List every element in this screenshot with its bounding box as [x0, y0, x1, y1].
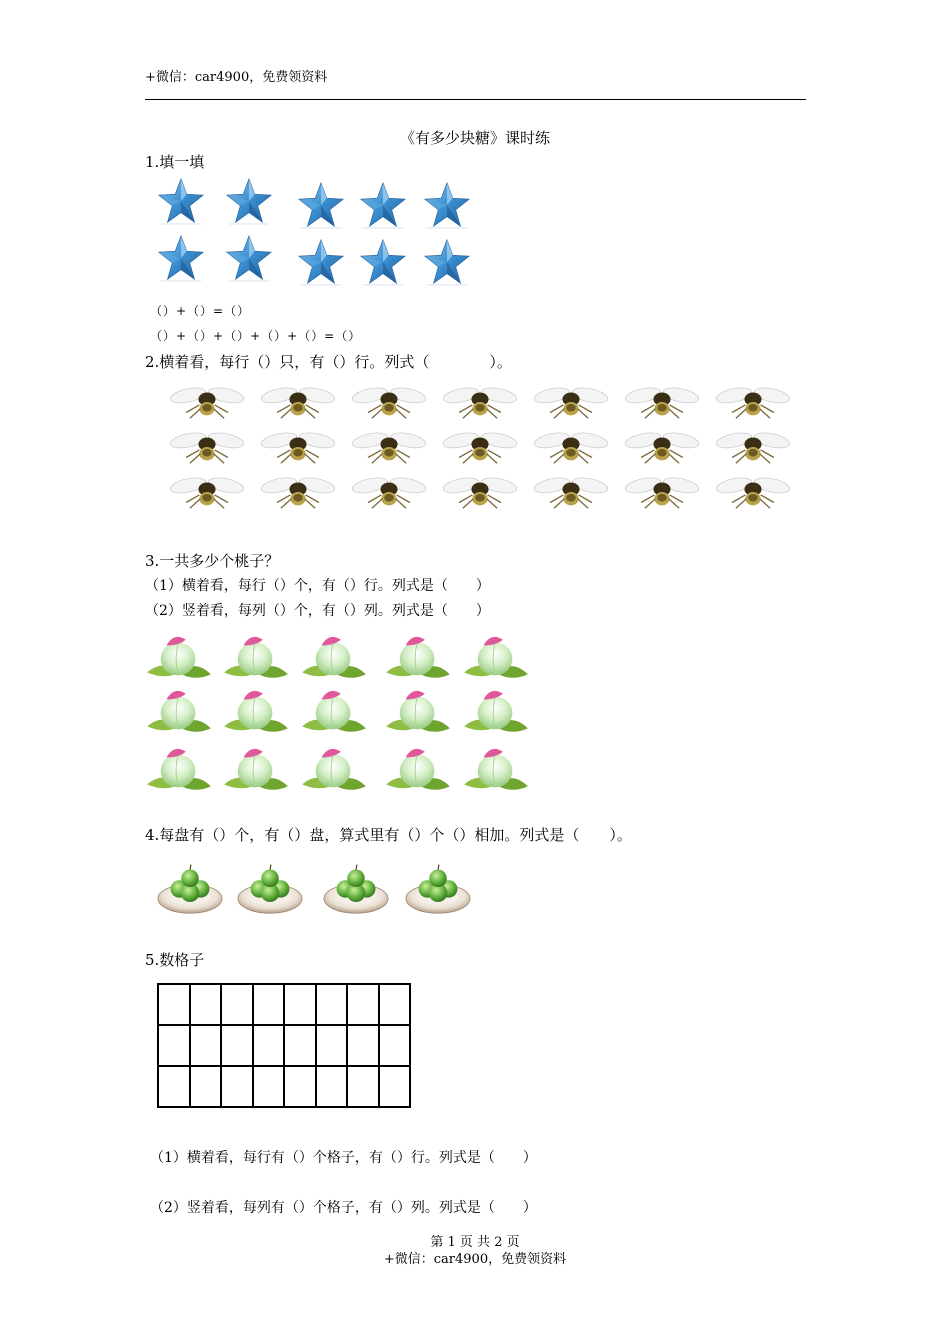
grid-cell	[190, 984, 222, 1025]
bee-icon	[168, 384, 246, 422]
page-number: 第 1 页 共 2 页	[430, 1235, 520, 1250]
page-header: +微信：car4900，免费领资料	[145, 70, 328, 85]
grid-cell	[158, 984, 190, 1025]
page-footer: +微信：car4900，免费领资料	[383, 1252, 567, 1267]
worksheet-title: 《有多少块糖》课时练	[399, 129, 550, 147]
bee-icon	[441, 474, 519, 512]
q1-formula-1: （）+（）=（）	[150, 304, 251, 318]
grid-cell	[158, 1066, 190, 1107]
peach-icon	[462, 684, 530, 738]
star-icon	[358, 181, 408, 229]
star-icon	[296, 238, 346, 286]
bee-icon	[259, 474, 337, 512]
q1-formula-2: （）+（）+（）+（）+（）=（）	[150, 329, 362, 343]
q1-heading: 1.填一填	[145, 153, 205, 171]
grid-cell	[221, 1025, 253, 1066]
grid-cell	[190, 1066, 222, 1107]
bee-icon	[714, 429, 792, 467]
peach-icon	[462, 630, 530, 684]
bee-icon	[350, 384, 428, 422]
bee-icon	[532, 474, 610, 512]
grid-cell	[379, 984, 411, 1025]
peach-icon	[300, 742, 368, 796]
peach-icon	[222, 684, 290, 738]
bee-icon	[623, 429, 701, 467]
grid-cell	[284, 984, 316, 1025]
peach-icon	[300, 684, 368, 738]
q5-line-1: （1）横着看，每行有（）个格子，有（）行。列式是（ ）	[150, 1150, 537, 1166]
bee-icon	[350, 429, 428, 467]
grid-cell	[284, 1066, 316, 1107]
bee-icon	[623, 474, 701, 512]
q4-heading: 4.每盘有（）个，有（）盘，算式里有（）个（）相加。列式是（ ）。	[145, 826, 632, 844]
grid-row	[158, 1066, 410, 1107]
grid-row	[158, 1025, 410, 1066]
bee-icon	[441, 429, 519, 467]
peach-icon	[384, 684, 452, 738]
star-icon	[224, 177, 274, 225]
grid-cell	[190, 1025, 222, 1066]
peach-icon	[145, 742, 213, 796]
star-icon	[422, 181, 472, 229]
grid-cell	[379, 1025, 411, 1066]
apple-plate-icon	[236, 858, 304, 916]
q5-heading: 5.数格子	[145, 951, 205, 969]
apple-plate-icon	[156, 858, 224, 916]
apple-plate-icon	[404, 858, 472, 916]
peach-icon	[462, 742, 530, 796]
star-icon	[156, 234, 206, 282]
grid-cell	[253, 984, 285, 1025]
bee-icon	[532, 429, 610, 467]
grid-cell	[221, 1066, 253, 1107]
bee-icon	[259, 384, 337, 422]
peach-icon	[222, 742, 290, 796]
header-divider	[145, 99, 806, 100]
bee-icon	[441, 384, 519, 422]
peach-icon	[145, 630, 213, 684]
q2-heading: 2.横着看，每行（）只，有（）行。列式（ ）。	[145, 353, 512, 371]
peach-icon	[384, 742, 452, 796]
star-icon	[224, 234, 274, 282]
bee-icon	[623, 384, 701, 422]
grid-cell	[284, 1025, 316, 1066]
bee-icon	[350, 474, 428, 512]
counting-grid	[157, 983, 411, 1108]
grid-cell	[316, 1025, 348, 1066]
star-icon	[422, 238, 472, 286]
bee-icon	[259, 429, 337, 467]
grid-cell	[379, 1066, 411, 1107]
q3-line-2: （2）竖着看，每列（）个，有（）列。列式是（ ）	[145, 603, 490, 619]
star-icon	[156, 177, 206, 225]
peach-icon	[384, 630, 452, 684]
star-icon	[358, 238, 408, 286]
bee-icon	[532, 384, 610, 422]
peach-icon	[145, 684, 213, 738]
bee-icon	[714, 474, 792, 512]
peach-icon	[300, 630, 368, 684]
bee-icon	[168, 429, 246, 467]
q3-line-1: （1）横着看，每行（）个，有（）行。列式是（ ）	[145, 578, 490, 594]
grid-cell	[253, 1066, 285, 1107]
star-icon	[296, 181, 346, 229]
bee-icon	[714, 384, 792, 422]
q3-heading: 3.一共多少个桃子？	[145, 552, 280, 570]
grid-cell	[347, 984, 379, 1025]
grid-cell	[221, 984, 253, 1025]
grid-cell	[316, 1066, 348, 1107]
grid-row	[158, 984, 410, 1025]
grid-cell	[253, 1025, 285, 1066]
grid-cell	[347, 1025, 379, 1066]
peach-icon	[222, 630, 290, 684]
bee-icon	[168, 474, 246, 512]
grid-cell	[347, 1066, 379, 1107]
apple-plate-icon	[322, 858, 390, 916]
grid-cell	[158, 1025, 190, 1066]
grid-cell	[316, 984, 348, 1025]
q5-line-2: （2）竖着看，每列有（）个格子，有（）列。列式是（ ）	[150, 1200, 537, 1216]
